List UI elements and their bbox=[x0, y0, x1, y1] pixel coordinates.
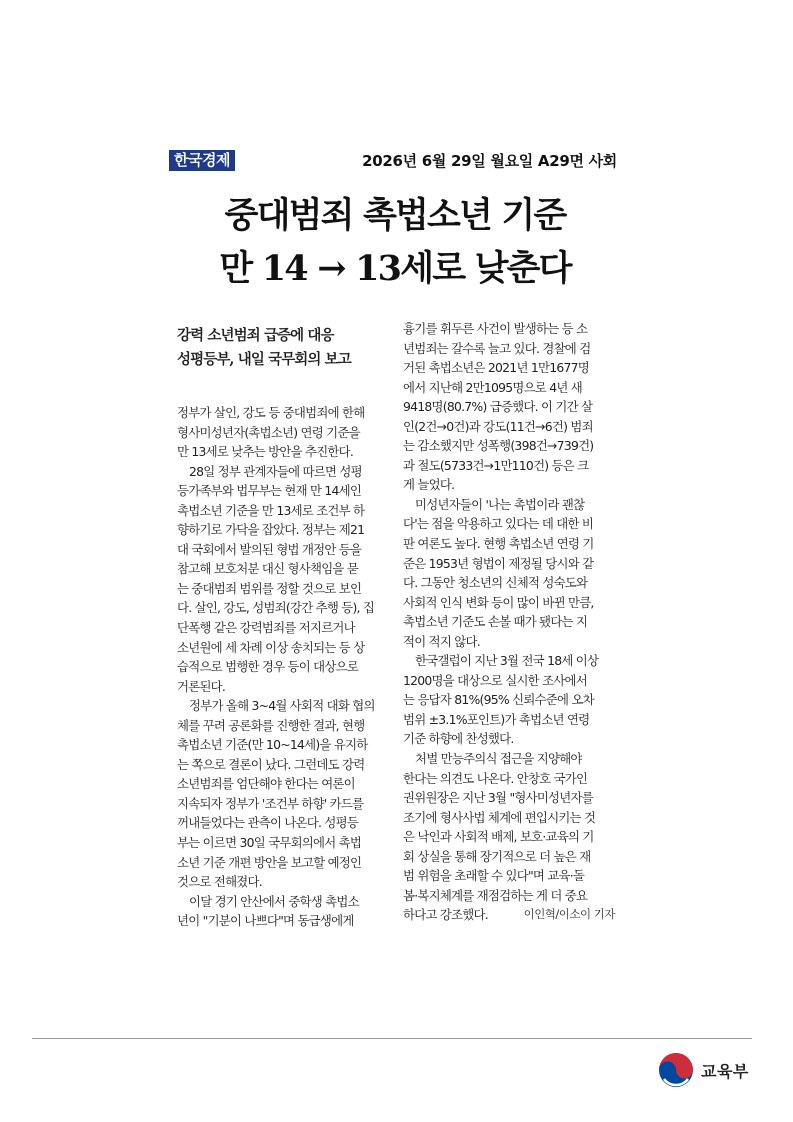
body-text: 9418명(80.7%) 급증했다. 이 기간 살 bbox=[403, 399, 593, 415]
subheadline-line-2: 성평등부, 내일 국무회의 보고 bbox=[177, 351, 351, 368]
body-text: 에서 지난해 2만1095명으로 4년 새 bbox=[403, 379, 582, 395]
left-column-line bbox=[177, 696, 389, 716]
body-text: 흉기를 휘두른 사건이 발생하는 등 소 bbox=[403, 321, 588, 336]
ministry-logo bbox=[658, 1050, 749, 1090]
left-column-line bbox=[177, 559, 389, 579]
body-text: 인(2건→0건)과 강도(11건→6건) 범죄 bbox=[403, 418, 593, 434]
body-text: 한다는 의견도 나온다. 안창호 국가인 bbox=[403, 770, 588, 786]
body-text: 준은 1953년 형법이 제정될 당시와 같 bbox=[403, 555, 594, 571]
right-column-line bbox=[403, 905, 615, 925]
right-column-line bbox=[403, 358, 615, 378]
body-text: 참고해 보호처분 대신 형사책임을 묻 bbox=[177, 561, 359, 577]
body-text: 촉법소년 기준(만 10~14세)을 유지하 bbox=[177, 737, 368, 753]
left-column-line bbox=[177, 892, 389, 912]
right-column-line bbox=[403, 417, 615, 437]
right-column-line bbox=[403, 475, 615, 495]
right-column-line bbox=[403, 554, 615, 574]
body-text: 부는 이르면 30일 국무회의에서 촉법 bbox=[177, 835, 362, 851]
headline-line-1: 중대범죄 촉법소년 기준 bbox=[224, 195, 566, 236]
footer-divider bbox=[32, 1038, 752, 1039]
body-text: 지속되자 정부가 '조건부 하향' 카드를 bbox=[177, 795, 364, 811]
left-column-line bbox=[177, 755, 389, 775]
body-text: 것으로 전해졌다. bbox=[177, 874, 262, 890]
right-column-line bbox=[403, 456, 615, 476]
body-text: 판 여론도 높다. 현행 촉법소년 연령 기 bbox=[403, 536, 594, 552]
left-column-line bbox=[177, 794, 389, 814]
body-text: 정부가 올해 3~4월 사회적 대화 협의 bbox=[189, 698, 375, 714]
left-column-line bbox=[177, 813, 389, 833]
body-text: 형사미성년자(촉법소년) 연령 기준을 bbox=[177, 424, 360, 440]
right-column-line bbox=[403, 808, 615, 828]
left-column-line bbox=[177, 598, 389, 618]
body-text: 만 13세로 낮추는 방안을 추진한다. bbox=[177, 444, 354, 460]
body-text: 거된 촉법소년은 2021년 1만1677명 bbox=[403, 360, 589, 376]
masthead bbox=[169, 150, 619, 172]
right-column-line bbox=[403, 866, 615, 886]
body-text: 한국갤럽이 지난 3월 전국 18세 이상 bbox=[415, 653, 599, 669]
left-column-line bbox=[177, 657, 389, 677]
left-column-line bbox=[177, 677, 389, 697]
left-column-line bbox=[177, 462, 389, 482]
taegeuk-icon bbox=[658, 1052, 694, 1088]
left-column-line bbox=[177, 716, 389, 736]
left-column-line bbox=[177, 853, 389, 873]
body-text: 봄·복지체계를 재점검하는 게 더 중요 bbox=[403, 887, 588, 903]
body-text: 1200명을 대상으로 실시한 조사에서 bbox=[403, 672, 587, 688]
body-text: 처벌 만능주의식 접근을 지양해야 bbox=[415, 751, 582, 767]
body-text: 28일 정부 관계자들에 따르면 성평 bbox=[189, 463, 362, 479]
body-text: 촉법소년 기준을 만 13세로 조건부 하 bbox=[177, 502, 365, 518]
body-text: 대 국회에서 발의된 형법 개정안 등을 bbox=[177, 541, 362, 557]
left-column-line bbox=[177, 520, 389, 540]
left-column-line bbox=[177, 403, 389, 423]
body-text: 는 응답자 81%(95% 신뢰수준에 오차 bbox=[403, 692, 594, 708]
body-text: 년범죄는 갈수록 늘고 있다. 경찰에 검 bbox=[403, 340, 591, 356]
right-column-line bbox=[403, 827, 615, 847]
byline: 이인혁/이소이 기자 bbox=[523, 907, 615, 922]
right-column-line bbox=[403, 339, 615, 359]
left-column-line bbox=[177, 501, 389, 521]
left-column-line bbox=[177, 442, 389, 462]
right-column-line bbox=[403, 651, 615, 671]
body-text: 체를 꾸려 공론화를 진행한 결과, 현행 bbox=[177, 717, 365, 733]
body-text: 는 중대범죄 범위를 정할 것으로 보인 bbox=[177, 580, 362, 596]
right-column-line bbox=[403, 749, 615, 769]
body-text: 소년원에 세 차례 이상 송치되는 등 상 bbox=[177, 639, 365, 655]
left-column-line bbox=[177, 618, 389, 638]
right-column-line bbox=[403, 632, 615, 652]
right-column-line bbox=[403, 690, 615, 710]
body-text: 거론된다. bbox=[177, 678, 226, 694]
right-column-line bbox=[403, 769, 615, 789]
right-column-line bbox=[403, 319, 615, 339]
body-text: 다. 그동안 청소년의 신체적 성숙도와 bbox=[403, 575, 588, 591]
left-column-line bbox=[177, 774, 389, 794]
subheadline-line-1: 강력 소년범죄 급증에 대응 bbox=[177, 327, 334, 344]
left-column-line bbox=[177, 423, 389, 443]
body-text: 정부가 살인, 강도 등 중대범죄에 한해 bbox=[177, 405, 365, 420]
body-text: 는 감소했지만 성폭행(398건→739건) bbox=[403, 438, 594, 454]
right-column-line bbox=[403, 495, 615, 515]
right-column-line bbox=[403, 378, 615, 398]
body-text: 단폭행 같은 강력범죄를 저지르거나 bbox=[177, 620, 355, 636]
right-column-line bbox=[403, 710, 615, 730]
headline bbox=[170, 190, 620, 296]
right-column-line bbox=[403, 671, 615, 691]
right-column-line bbox=[403, 886, 615, 906]
subheadline bbox=[177, 324, 392, 372]
body-text: 범 위험을 초래할 수 있다"며 교육·돌 bbox=[403, 868, 585, 884]
right-column-line bbox=[403, 612, 615, 632]
body-text: 소년 기준 개편 방안을 보고할 예정인 bbox=[177, 854, 362, 870]
left-column-line bbox=[177, 481, 389, 501]
right-column-line bbox=[403, 847, 615, 867]
body-text: 촉법소년 기준도 손볼 때가 됐다는 지 bbox=[403, 614, 588, 630]
body-text: 권위원장은 지난 3월 "형사미성년자를 bbox=[403, 790, 593, 806]
newspaper-logo: 한국경제 bbox=[169, 150, 235, 171]
body-text: 등가족부와 법무부는 현재 만 14세인 bbox=[177, 483, 362, 499]
headline-line-2: 만 14 → 13세로 낮춘다 bbox=[219, 248, 571, 289]
body-text: 하다고 강조했다. bbox=[403, 907, 488, 923]
right-column-line bbox=[403, 593, 615, 613]
right-column-line bbox=[403, 729, 615, 749]
body-text: 꺼내들었다는 관측이 나온다. 성평등 bbox=[177, 815, 359, 831]
body-text: 과 절도(5733건→1만110건) 등은 크 bbox=[403, 457, 589, 473]
right-column-line bbox=[403, 534, 615, 554]
left-column-line bbox=[177, 872, 389, 892]
body-text: 회 상실을 통해 장기적으로 더 높은 재 bbox=[403, 848, 591, 864]
right-column-line bbox=[403, 573, 615, 593]
article-column-right bbox=[403, 319, 615, 925]
body-text: 적이 적지 않다. bbox=[403, 633, 480, 649]
body-text: 기준 하향에 찬성했다. bbox=[403, 731, 514, 747]
body-text: 소년범죄를 엄단해야 한다는 여론이 bbox=[177, 776, 355, 792]
body-text: 향하기로 가닥을 잡았다. 정부는 제21 bbox=[177, 522, 365, 538]
left-column-line bbox=[177, 540, 389, 560]
body-text: 게 늘었다. bbox=[403, 477, 455, 493]
left-column-line bbox=[177, 911, 389, 931]
body-text: 은 낙인과 사회적 배제, 보호·교육의 기 bbox=[403, 829, 594, 845]
left-column-line bbox=[177, 833, 389, 853]
dateline: 2026년 6월 29일 월요일 A29면 사회 bbox=[362, 152, 617, 170]
body-text: 다'는 점을 악용하고 있다는 데 대한 비 bbox=[403, 516, 594, 532]
body-text: 사회적 인식 변화 등이 많이 바뀐 만큼, bbox=[403, 594, 594, 610]
body-text: 년이 "기분이 나쁘다"며 동급생에게 bbox=[177, 913, 354, 929]
right-column-line bbox=[403, 397, 615, 417]
right-column-line bbox=[403, 436, 615, 456]
body-text: 미성년자들이 '나는 촉법이라 괜찮 bbox=[415, 496, 585, 512]
body-text: 이달 경기 안산에서 중학생 촉법소 bbox=[189, 893, 359, 909]
body-text: 조기에 형사사법 체계에 편입시키는 것 bbox=[403, 809, 596, 825]
right-column-line bbox=[403, 514, 615, 534]
body-text: 습적으로 범행한 경우 등이 대상으로 bbox=[177, 659, 359, 675]
body-text: 다. 살인, 강도, 성범죄(강간 추행 등), 집 bbox=[177, 600, 375, 616]
article-column-left bbox=[177, 403, 389, 931]
left-column-line bbox=[177, 735, 389, 755]
left-column-line bbox=[177, 579, 389, 599]
body-text: 는 쪽으로 결론이 났다. 그런데도 강력 bbox=[177, 756, 365, 772]
ministry-name: 교육부 bbox=[701, 1061, 749, 1081]
body-text: 범위 ±3.1%포인트)가 촉법소년 연령 bbox=[403, 711, 590, 727]
right-column-line bbox=[403, 788, 615, 808]
left-column-line bbox=[177, 638, 389, 658]
